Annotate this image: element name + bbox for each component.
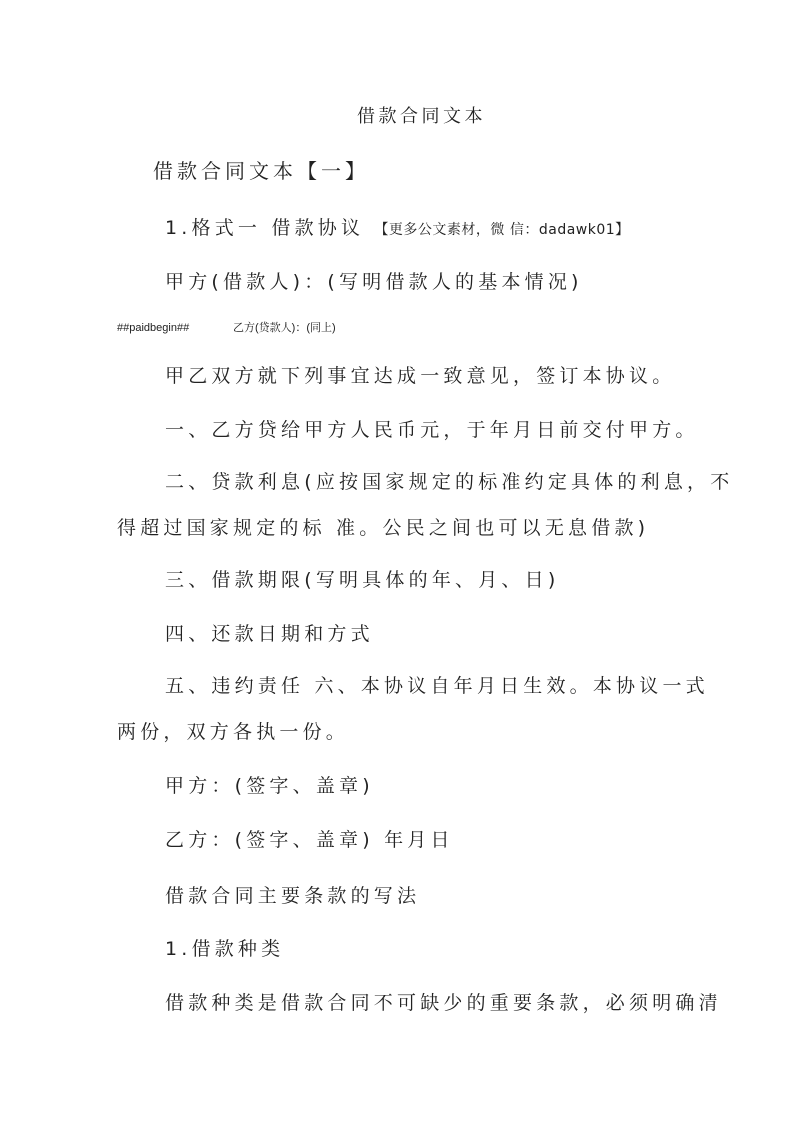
paragraph: 甲乙双方就下列事宜达成一致意见，签订本协议。 [165,365,676,387]
paragraph: 一、乙方贷给甲方人民币元，于年月日前交付甲方。 [165,419,699,441]
promo-note: 【更多公文素材，微 信：dadawk01】 [374,222,630,238]
format-line [165,215,630,243]
document-title: 借款合同文本 [357,106,486,127]
paragraph: 乙方：(签字、盖章) 年月日 [165,829,454,851]
paragraph: 甲方：(签字、盖章) [165,775,374,797]
paid-marker: ##paidbegin## [117,322,190,334]
paragraph: 三、借款期限(写明具体的年、月、日) [165,569,560,591]
section-heading: 借款合同文本【一】 [153,159,369,183]
paragraph-continuation: 得超过国家规定的标 准。公民之间也可以无息借款) [117,517,650,539]
party-b-line: 乙方(贷款人)：(同上) [233,322,336,334]
paragraph: 四、还款日期和方式 [165,623,374,645]
party-a-line: 甲方(借款人)：(写明借款人的基本情况) [165,271,583,293]
paragraph: 借款合同主要条款的写法 [165,885,421,907]
format-title: 1.格式一 借款协议 [165,217,375,239]
paragraph: 1.借款种类 [165,938,285,960]
paragraph-continuation: 两份，双方各执一份。 [117,721,350,743]
paragraph: 借款种类是借款合同不可缺少的重要条款，必须明确清 [165,992,722,1014]
paragraph: 二、贷款利息(应按国家规定的标准约定具体的利息，不 [165,471,734,493]
paragraph: 五、违约责任 六、本协议自年月日生效。本协议一式 [165,675,709,697]
